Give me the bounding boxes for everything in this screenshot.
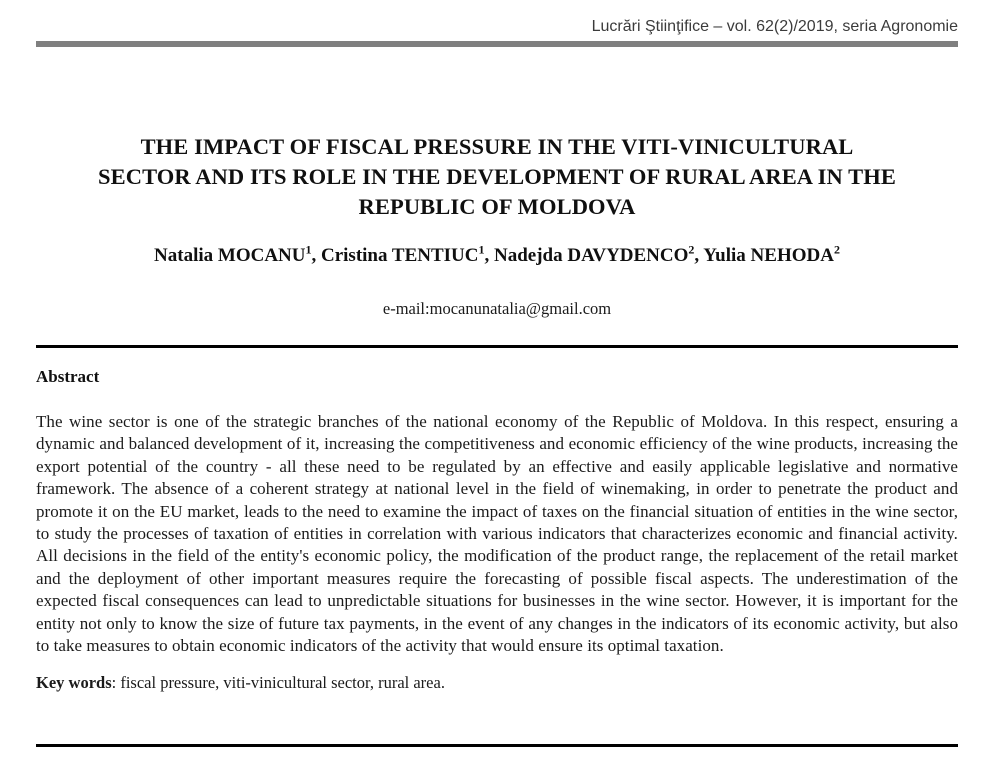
author-affiliation-mark: 1	[478, 242, 485, 257]
author: Nadejda DAVYDENCO$^2$	[493, 242, 695, 266]
author: Cristina TENTIUC$^1$	[321, 242, 485, 266]
keywords-line	[36, 673, 958, 693]
author-affiliation-mark: 1	[305, 242, 312, 257]
journal-header	[36, 0, 958, 37]
abstract-heading: Abstract	[36, 367, 100, 386]
page-bottom-rule	[36, 744, 958, 747]
header-rule	[36, 41, 958, 47]
keywords-text: : fiscal pressure, viti-vinicultural sector, rural area.	[111, 673, 445, 693]
author-affiliation-mark: 2	[833, 242, 840, 257]
abstract-text: The wine sector is one of the strategic branches of the national economy of the Republic of Moldova. In this respect, ensuring a dynamic and balanced development of it, increasing the competitiveness and economic efficiency of the wine products, increasing the export potential of the country - all these need to be regulated by an effective and easily applicable legislative and normative framework. The absence of a coherent strategy at national level in the field of winemaking, in order to penetrate the product and promote it on the EU market, leads to the need to examine the impact of taxes on the financial situation of entities in the wine sector, to study the processes of taxation of entities in correlation with various indicators that characterizes economic and financial activity. All decisions in the field of the entity's economic policy, the modification of the product range, the replacement of the retail market and the deployment of other important measures require the forecasting of possible fiscal aspects. The underestimation of the expected fiscal consequences can lead to unpredictable situations for businesses in the wine sector. However, it is important for the entity not only to know the size of future tax payments, in the event of any changes in the indicators of its economic activity, but also to take measures to obtain economic indicators of the activity that would ensure its optimal taxation.	[36, 412, 958, 656]
email-line: e-mail:mocanunatalia@gmail.com	[382, 299, 612, 318]
journal-header-text: Lucrări Ştiinţifice – vol. 62(2)/2019, seria Agronomie	[591, 18, 958, 35]
author: Yulia NEHODA$^2$	[703, 242, 840, 266]
author: Natalia MOCANU$^1$	[154, 242, 312, 266]
author-affiliation-mark: 2	[688, 242, 695, 257]
authors-line: Natalia MOCANU$^1$, Cristina TENTIUC$^1$, Nadejda DAVYDENCO$^2$, Yulia NEHODA$^2$	[154, 242, 840, 266]
keywords-label: Key words	[36, 673, 112, 693]
abstract-top-rule	[36, 345, 958, 348]
paper-title: THE IMPACT OF FISCAL PRESSURE IN THE VITI-VINICULTURAL SECTOR AND ITS ROLE IN THE DEVELOPMENT OF RURAL AREA IN THE REPUBLIC OF MOLDOVA	[98, 134, 896, 219]
